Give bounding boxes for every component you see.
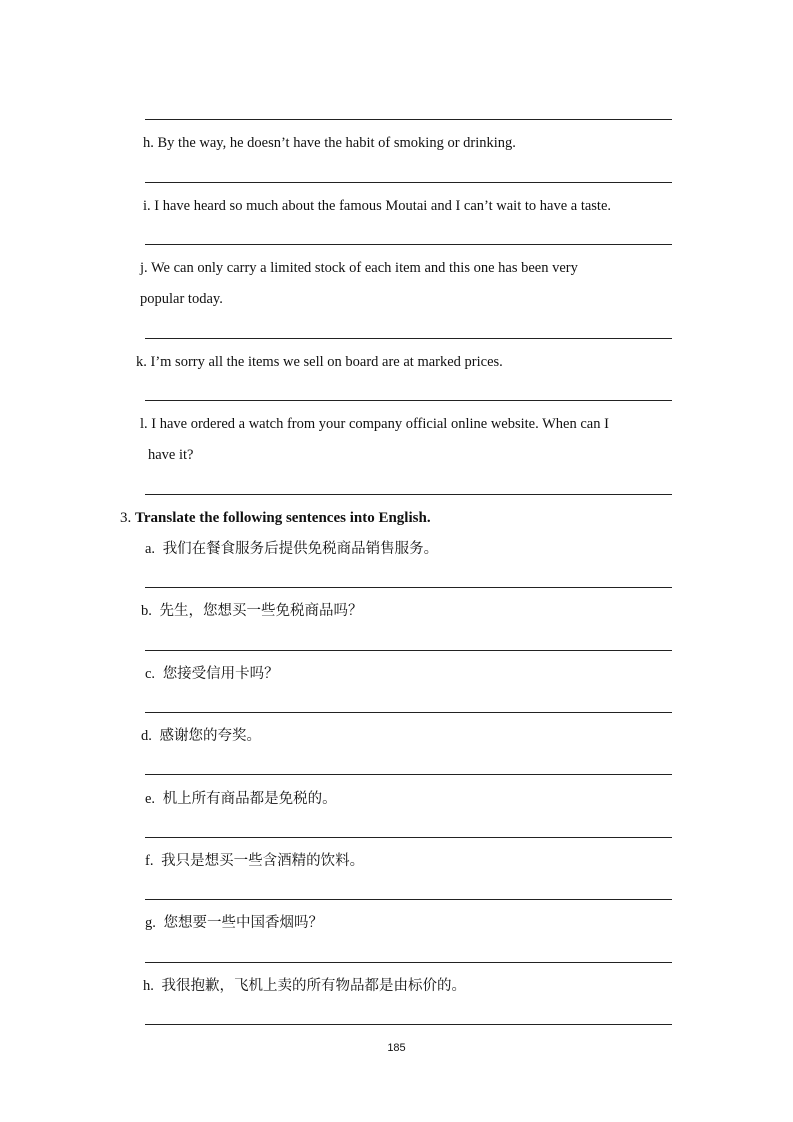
answer-line — [145, 400, 672, 401]
exercise-item-i — [143, 197, 611, 215]
section-title — [120, 509, 431, 527]
item-text: I have heard so much about the famous Moutai and I can’t wait to have a taste. — [154, 198, 612, 214]
item-text: 感谢您的夸奖。 — [159, 728, 261, 744]
item-text: 我很抱歉，飞机上卖的所有物品都是由标价的。 — [161, 978, 466, 994]
answer-line — [145, 182, 672, 183]
translation-item-a — [145, 540, 438, 558]
answer-line — [145, 338, 672, 339]
item-label: l. — [140, 416, 148, 432]
section-heading: Translate the following sentences into English. — [135, 510, 431, 526]
translation-item-e — [145, 790, 337, 808]
item-label: g. — [145, 915, 156, 931]
item-label: f. — [145, 853, 154, 869]
translation-item-b — [141, 602, 363, 620]
answer-line — [145, 587, 672, 588]
item-text-line2: have it? — [148, 447, 194, 463]
item-text-line1: We can only carry a limited stock of each item and this one has been very — [151, 260, 578, 276]
translation-item-c — [145, 665, 279, 683]
translation-item-d — [141, 727, 261, 745]
item-text: 我们在餐食服务后提供免税商品销售服务。 — [162, 541, 439, 557]
answer-line — [145, 119, 672, 120]
exercise-item-l — [140, 415, 609, 433]
answer-line — [145, 650, 672, 651]
exercise-item-h — [143, 134, 516, 152]
item-text: 您接受信用卡吗？ — [162, 666, 279, 682]
exercise-item-l-continued — [148, 446, 194, 464]
answer-line — [145, 774, 672, 775]
translation-item-h — [143, 977, 466, 995]
item-label: d. — [141, 728, 152, 744]
answer-line — [145, 899, 672, 900]
answer-line — [145, 1024, 672, 1025]
item-label: c. — [145, 666, 156, 682]
item-label: b. — [141, 603, 152, 619]
item-text-line1: I have ordered a watch from your company official online website. When can I — [151, 416, 609, 432]
answer-line — [145, 962, 672, 963]
translation-item-g — [145, 914, 323, 932]
exercise-item-j-continued — [140, 290, 223, 308]
exercise-item-j — [140, 259, 578, 277]
section-number: 3. — [120, 510, 132, 526]
item-label: k. — [136, 354, 147, 370]
item-label: h. — [143, 978, 154, 994]
item-label: i. — [143, 198, 151, 214]
item-text: I’m sorry all the items we sell on board are at marked prices. — [150, 354, 503, 370]
item-text: By the way, he doesn’t have the habit of smoking or drinking. — [157, 135, 516, 151]
translation-item-f — [145, 852, 364, 870]
item-label: j. — [140, 260, 148, 276]
answer-line — [145, 837, 672, 838]
item-text: 我只是想买一些含酒精的饮料。 — [161, 853, 365, 869]
exercise-item-k — [136, 353, 503, 371]
page-number: 185 — [387, 1042, 406, 1054]
item-label: h. — [143, 135, 154, 151]
answer-line — [145, 244, 672, 245]
item-label: e. — [145, 791, 156, 807]
item-text: 先生，您想买一些免税商品吗？ — [159, 603, 363, 619]
item-text: 您想要一些中国香烟吗？ — [163, 915, 323, 931]
item-text-line2: popular today. — [140, 291, 223, 307]
item-label: a. — [145, 541, 156, 557]
item-text: 机上所有商品都是免税的。 — [162, 791, 337, 807]
answer-line — [145, 712, 672, 713]
answer-line — [145, 494, 672, 495]
